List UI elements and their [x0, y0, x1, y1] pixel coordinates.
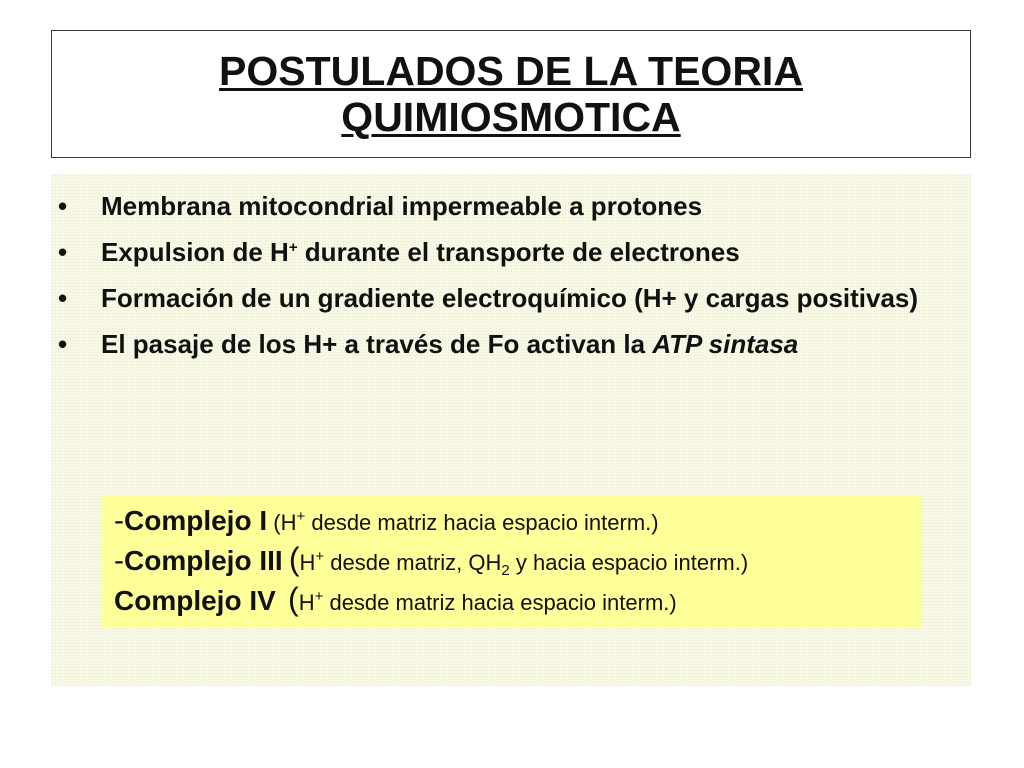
bullet-text-after: durante el transporte de electrones — [297, 237, 740, 267]
complex-line — [114, 541, 922, 581]
bullet-item — [51, 280, 951, 316]
complex-desc-b: y hacia espacio interm.) — [509, 550, 749, 575]
complex-paren: ( — [273, 510, 281, 535]
complex-superscript: + — [296, 508, 306, 525]
complex-desc: desde matriz hacia espacio interm.) — [305, 510, 659, 535]
bullet-text-before: Expulsion de H — [101, 237, 289, 267]
complex-line — [114, 503, 922, 541]
bullet-text: Formación de un gradiente electroquímico (H+ y cargas positivas) — [101, 283, 919, 313]
title-box — [51, 30, 971, 158]
complex-desc: desde matriz hacia espacio interm.) — [323, 590, 677, 615]
bullet-text-before: El pasaje de los H+ a través de Fo activan la — [101, 329, 653, 359]
complex-name: Complejo III — [124, 545, 283, 576]
complex-dash: - — [114, 504, 124, 537]
complex-name: Complejo I — [124, 505, 268, 536]
title-line-1: POSTULADOS DE LA TEORIA — [219, 48, 803, 94]
bullet-superscript: + — [288, 239, 298, 256]
title-line-2: QUIMIOSMOTICA — [341, 94, 681, 140]
bullet-item — [51, 188, 951, 224]
complex-desc-a: desde matriz, QH — [324, 550, 502, 575]
bullet-item — [51, 234, 951, 270]
complex-name: Complejo IV — [114, 585, 276, 616]
complex-superscript: + — [315, 548, 325, 565]
bullet-text-italic: ATP sintasa — [652, 329, 799, 359]
complex-dash: - — [114, 544, 124, 577]
bullet-list — [51, 188, 951, 372]
complex-h: H — [299, 550, 316, 575]
bullet-item — [51, 326, 951, 362]
complex-line — [114, 581, 922, 621]
complex-paren: ( — [288, 541, 300, 577]
complex-list-box — [102, 495, 922, 627]
bullet-icon: • — [58, 191, 68, 221]
bullet-icon: • — [58, 283, 68, 313]
complex-gap — [276, 590, 288, 615]
complex-h: H — [280, 510, 297, 535]
complex-paren: ( — [288, 581, 299, 617]
complex-subscript: 2 — [501, 562, 510, 579]
bullet-icon: • — [58, 329, 68, 359]
content-panel — [51, 174, 971, 686]
bullet-icon: • — [58, 237, 68, 267]
complex-h: H — [298, 590, 315, 615]
complex-superscript: + — [314, 588, 324, 605]
bullet-text: Membrana mitocondrial impermeable a protones — [101, 191, 703, 221]
slide-title — [219, 48, 803, 140]
